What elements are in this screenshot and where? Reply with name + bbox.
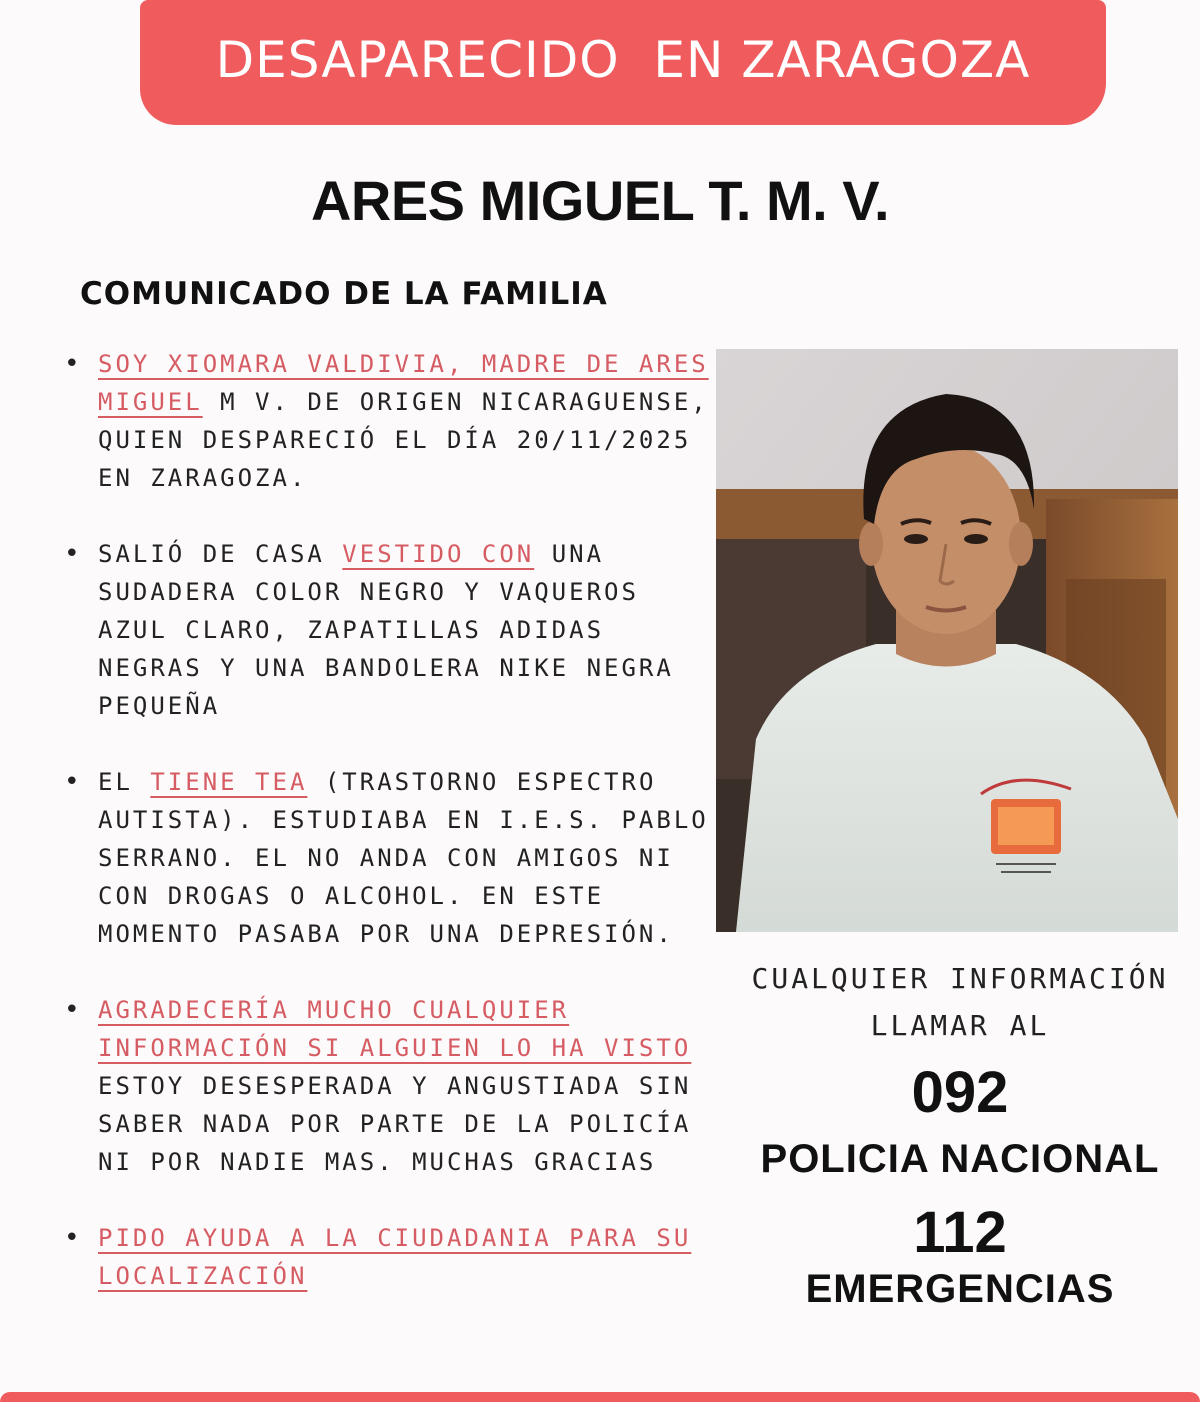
communique-title: COMUNICADO DE LA FAMILIA	[80, 276, 608, 312]
police-label: POLICIA NACIONAL	[760, 1137, 1160, 1181]
statement-item	[60, 535, 720, 725]
statement-item	[60, 763, 720, 953]
bullet-icon: •	[64, 349, 83, 379]
banner-title: DESAPARECIDO EN ZARAGOZA	[215, 30, 1031, 89]
statement-item	[60, 345, 720, 497]
highlighted-text: VESTIDO CON	[342, 540, 535, 568]
bullet-icon: •	[64, 539, 83, 569]
statement-prefix: EL	[98, 768, 151, 796]
highlighted-text: AGRADECERÍA MUCHO CUALQUIER INFORMACIÓN SI ALGUIEN LO HA VISTO	[98, 996, 692, 1062]
statement-text: (TRASTORNO ESPECTRO AUTISTA). ESTUDIABA EN I.E.S. PABLO SERRANO. EL NO ANDA CON AMIGOS NI CON DROGAS O ALCOHOL. EN ESTE MOMENTO PASABA POR UNA DEPRESIÓN.	[98, 768, 709, 948]
person-photo-illustration	[716, 349, 1178, 932]
statement-item	[60, 991, 720, 1181]
statement-list	[60, 345, 720, 1295]
contact-instructions: CUALQUIER INFORMACIÓN LLAMAR AL	[751, 962, 1169, 1042]
statement-text: UNA SUDADERA COLOR NEGRO Y VAQUEROS AZUL CLARO, ZAPATILLAS ADIDAS NEGRAS Y UNA BANDOLERA NIKE NEGRA PEQUEÑA	[98, 540, 674, 720]
bottom-accent-bar	[0, 1392, 1200, 1402]
statement-text: M V. DE ORIGEN NICARAGUENSE, QUIEN DESPARECIÓ EL DÍA 20/11/2025 EN ZARAGOZA.	[98, 388, 709, 492]
header-banner	[140, 0, 1106, 125]
police-number: 092	[911, 1060, 1009, 1125]
bullet-icon: •	[64, 1223, 83, 1253]
emergency-number: 112	[913, 1200, 1007, 1265]
highlighted-text: PIDO AYUDA A LA CIUDADANIA PARA SU LOCALIZACIÓN	[98, 1224, 692, 1290]
emergency-label: EMERGENCIAS	[805, 1267, 1115, 1311]
statement-text: ESTOY DESESPERADA Y ANGUSTIADA SIN SABER NADA POR PARTE DE LA POLICÍA NI POR NADIE MAS. MUCHAS GRACIAS	[98, 1072, 692, 1176]
bullet-icon: •	[64, 767, 83, 797]
missing-person-name: ARES MIGUEL T. M. V.	[310, 169, 890, 232]
statement-prefix: SALIÓ DE CASA	[98, 540, 343, 568]
highlighted-text: SOY XIOMARA VALDIVIA, MADRE DE ARES MIGUEL	[98, 350, 709, 416]
bullet-icon: •	[64, 995, 83, 1025]
highlighted-text: TIENE TEA	[150, 768, 308, 796]
contact-block	[720, 955, 1200, 1311]
statement-item	[60, 1219, 720, 1295]
person-photo	[716, 349, 1178, 932]
